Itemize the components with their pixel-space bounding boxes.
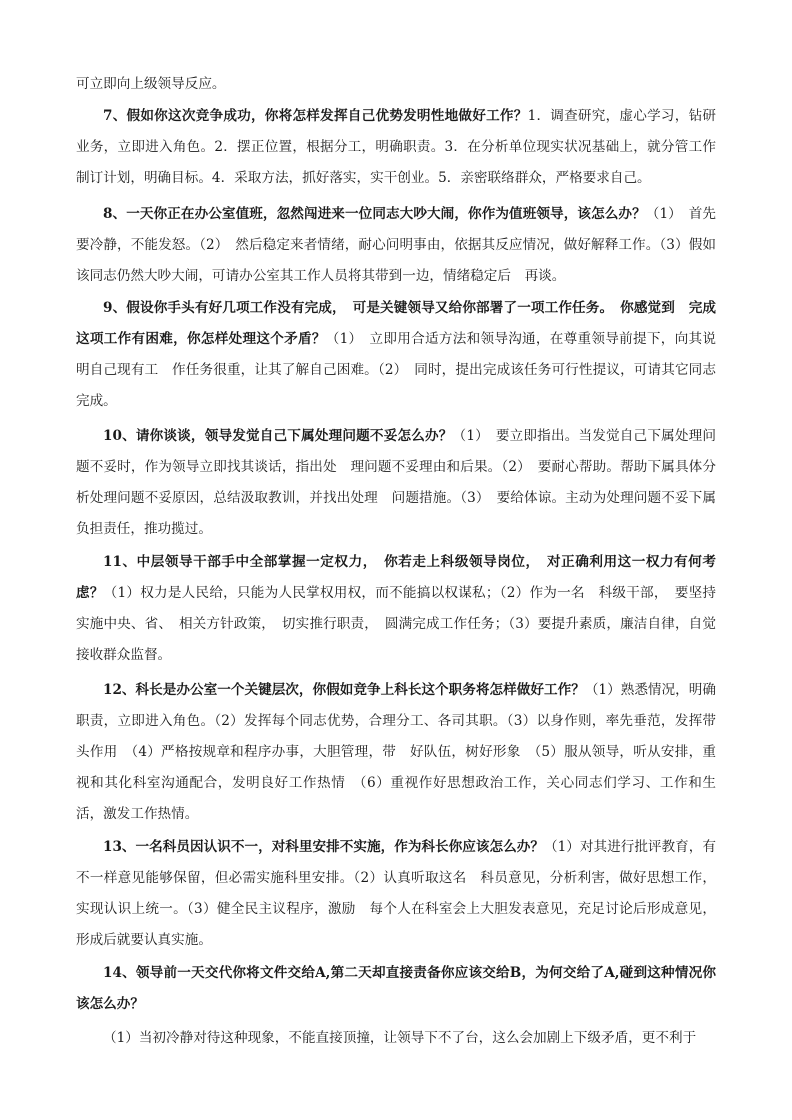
answer-text: （1） 首先要冷静，不能发怒。（2） 然后稳定来者情绪，耐心问明事由，依据其反应情况，做好解释工作。（3）假如该同志仍然大吵大闹，可请办公室其工作人员将其带到一边，情绪稳定后 再谈。	[76, 206, 716, 284]
paragraph-q10	[76, 421, 716, 545]
paragraph-q14-answer	[76, 1023, 716, 1054]
paragraph-continuation	[76, 69, 716, 100]
answer-text: （1）权力是人民给，只能为人民掌权用权，而不能搞以权谋私；（2）作为一名 科级干部， 要坚持实施中央、省、 相关方针政策， 切实推行职责， 圆满完成工作任务；（3）要提升素质，廉洁自律，自觉接收群众监督。	[76, 585, 716, 663]
paragraph-q9	[76, 293, 716, 417]
answer-text: （1）当初冷静对待这种现象，不能直接顶撞，让领导下不了台，这么会加剧上下级矛盾，更不利于	[103, 1030, 697, 1046]
question-text: 12、科长是办公室一个关键层次，你假如竞争上科长这个职务将怎样做好工作？	[103, 682, 585, 698]
paragraph-q14	[76, 958, 716, 1020]
question-text: 8、一天你正在办公室值班，忽然闯进来一位同志大吵大闹，你作为值班领导，该怎么办？	[103, 206, 646, 222]
answer-text: （1）对其进行批评教育，有不一样意见能够保留，但必需实施科里安排。（2）认真听取这名 科员意见，分析利害，做好思想工作，实现认识上统一。（3）健全民主议程序，激励 每个人在科室会上大胆发表意见，充足讨论后形成意见，形成后就要认真实施。	[76, 839, 716, 948]
question-text: 13、一名科员因认识不一，对科里安排不实施，作为科长你应该怎么办？	[103, 839, 544, 855]
question-text: 14、领导前一天交代你将文件交给A,第二天却直接责备你应该交给B，为何交给了A,碰到这种情况你该怎么办？	[76, 965, 716, 1012]
paragraph-q12	[76, 675, 716, 830]
answer-text: （1）熟悉情况，明确职责，立即进入角色。（2）发挥每个同志优势，合理分工、各司其职。（3）以身作则，率先垂范，发挥带头作用 （4）严格按规章和程序办事，大胆管理，带 好队伍，树好形象 （5）服从领导，听从安排，重视和其化科室沟通配合，发明良好工作热情 （6）重视作好思想政治工作，关心同志们学习、工作和生活，激发工作热情。	[76, 682, 716, 822]
paragraph-q8	[76, 199, 716, 292]
question-text: 9、假设你手头有好几项工作没有完成， 可是关键领导又给你部署了一项工作任务。 你感觉到 完成这项工作有困难，你怎样处理这个矛盾？	[76, 300, 716, 347]
answer-text: （1） 立即用合适方法和领导沟通，在尊重领导前提下，向其说明自己现有工 作任务很重，让其了解自己困难。（2） 同时，提出完成该任务可行性提议，可请其它同志完成。	[76, 331, 716, 409]
question-text: 10、请你谈谈，领导发觉自己下属处理问题不妥怎么办？	[103, 428, 453, 444]
answer-text: 1．调查研究，虚心学习，钻研业务，立即进入角色。2．摆正位置，根据分工，明确职责。3．在分析单位现实状况基础上，就分管工作制订计划，明确目标。4．采取方法，抓好落实，实干创业。5．亲密联络群众，严格要求自己。	[76, 108, 716, 186]
question-text: 11、中层领导干部手中全部掌握一定权力， 你若走上科级领导岗位， 对正确利用这一权力有何考虑？	[76, 554, 716, 601]
paragraph-q11	[76, 547, 716, 671]
paragraph-q13	[76, 832, 716, 956]
question-text: 7、假如你这次竞争成功，你将怎样发挥自己优势发明性地做好工作？	[103, 108, 528, 124]
answer-text: 可立即向上级领导反应。	[76, 76, 226, 92]
answer-text: （1） 要立即指出。当发觉自己下属处理问题不妥时，作为领导立即找其谈话，指出处 理问题不妥理由和后果。（2） 要耐心帮助。帮助下属具体分析处理问题不妥原因，总结汲取教训，并找出处理 问题措施。（3） 要给体谅。主动为处理问题不妥下属负担责任，推功揽过。	[76, 428, 716, 537]
paragraph-q7	[76, 101, 716, 194]
